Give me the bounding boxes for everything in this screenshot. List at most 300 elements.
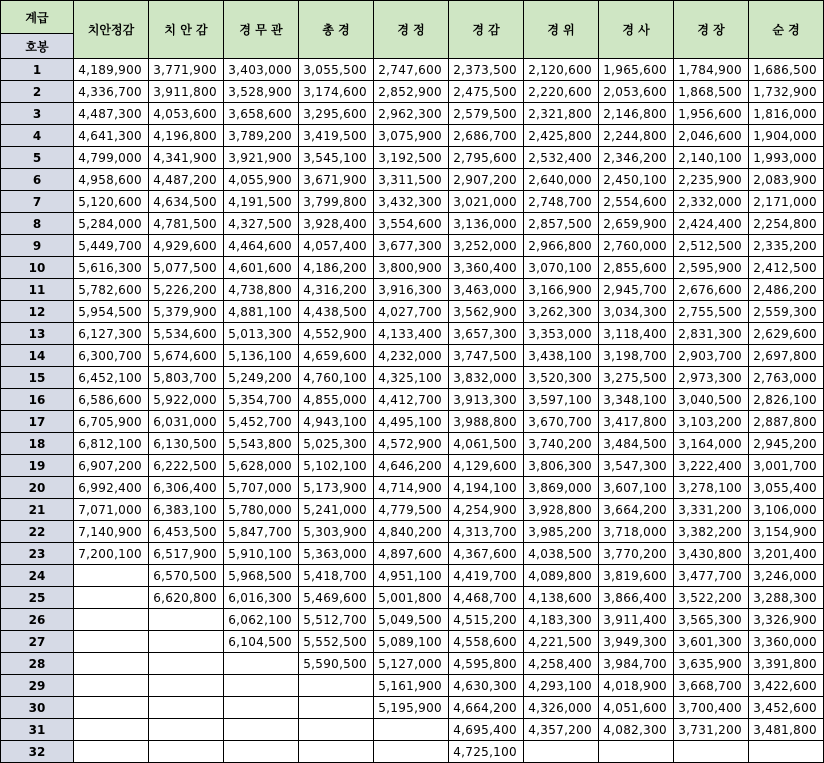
- salary-cell: [74, 741, 149, 763]
- salary-cell: [674, 741, 749, 763]
- salary-cell: [524, 741, 599, 763]
- salary-cell: 3,832,000: [449, 367, 524, 389]
- step-number: 13: [1, 323, 74, 345]
- salary-cell: 4,183,300: [524, 609, 599, 631]
- salary-cell: 6,031,000: [149, 411, 224, 433]
- salary-cell: 3,670,700: [524, 411, 599, 433]
- salary-cell: 5,469,600: [299, 587, 374, 609]
- salary-cell: 2,966,800: [524, 235, 599, 257]
- salary-cell: 2,373,500: [449, 59, 524, 81]
- salary-cell: 2,532,400: [524, 147, 599, 169]
- salary-cell: 3,658,600: [224, 103, 299, 125]
- step-number: 10: [1, 257, 74, 279]
- salary-cell: 5,803,700: [149, 367, 224, 389]
- salary-cell: 2,335,200: [749, 235, 824, 257]
- salary-cell: 3,288,300: [749, 587, 824, 609]
- salary-cell: 5,780,000: [224, 499, 299, 521]
- salary-cell: 4,129,600: [449, 455, 524, 477]
- salary-cell: 2,659,900: [599, 213, 674, 235]
- salary-cell: 3,262,300: [524, 301, 599, 323]
- salary-cell: [74, 719, 149, 741]
- step-number: 7: [1, 191, 74, 213]
- salary-cell: 2,857,500: [524, 213, 599, 235]
- salary-cell: 3,988,800: [449, 411, 524, 433]
- salary-cell: 3,326,900: [749, 609, 824, 631]
- salary-cell: 6,705,900: [74, 411, 149, 433]
- salary-cell: 5,363,000: [299, 543, 374, 565]
- salary-cell: 4,053,600: [149, 103, 224, 125]
- salary-cell: 5,102,100: [299, 455, 374, 477]
- salary-cell: 2,697,800: [749, 345, 824, 367]
- salary-cell: 5,782,600: [74, 279, 149, 301]
- salary-cell: 5,241,000: [299, 499, 374, 521]
- salary-cell: 5,922,000: [149, 389, 224, 411]
- salary-cell: 3,432,300: [374, 191, 449, 213]
- salary-cell: 3,866,400: [599, 587, 674, 609]
- salary-cell: 6,383,100: [149, 499, 224, 521]
- step-number: 8: [1, 213, 74, 235]
- table-row: [1, 587, 824, 609]
- grade-header: 경 무 관: [224, 1, 299, 59]
- salary-cell: 3,806,300: [524, 455, 599, 477]
- salary-cell: 6,453,500: [149, 521, 224, 543]
- salary-cell: 5,001,800: [374, 587, 449, 609]
- salary-cell: 3,545,100: [299, 147, 374, 169]
- table-row: [1, 367, 824, 389]
- salary-cell: 2,629,600: [749, 323, 824, 345]
- salary-cell: 3,928,800: [524, 499, 599, 521]
- salary-cell: [224, 675, 299, 697]
- salary-cell: 6,306,400: [149, 477, 224, 499]
- table-row: [1, 389, 824, 411]
- salary-cell: 4,840,200: [374, 521, 449, 543]
- salary-cell: 3,597,100: [524, 389, 599, 411]
- salary-cell: 5,543,800: [224, 433, 299, 455]
- salary-cell: 3,668,700: [674, 675, 749, 697]
- salary-cell: 3,021,000: [449, 191, 524, 213]
- salary-cell: 5,136,100: [224, 345, 299, 367]
- salary-cell: [74, 697, 149, 719]
- table-row: [1, 675, 824, 697]
- salary-cell: 4,572,900: [374, 433, 449, 455]
- salary-cell: 3,949,300: [599, 631, 674, 653]
- salary-cell: 4,464,600: [224, 235, 299, 257]
- salary-cell: 1,904,000: [749, 125, 824, 147]
- corner-grade-label: 계급: [1, 1, 74, 34]
- salary-cell: 3,353,000: [524, 323, 599, 345]
- step-number: 14: [1, 345, 74, 367]
- salary-cell: 4,186,200: [299, 257, 374, 279]
- salary-cell: 3,463,000: [449, 279, 524, 301]
- salary-cell: 4,738,800: [224, 279, 299, 301]
- salary-cell: 4,495,100: [374, 411, 449, 433]
- salary-cell: [224, 653, 299, 675]
- salary-cell: 3,222,400: [674, 455, 749, 477]
- salary-cell: 4,781,500: [149, 213, 224, 235]
- table-row: [1, 345, 824, 367]
- salary-cell: 4,133,400: [374, 323, 449, 345]
- salary-cell: 4,191,500: [224, 191, 299, 213]
- salary-cell: 2,559,300: [749, 301, 824, 323]
- salary-cell: 3,921,900: [224, 147, 299, 169]
- step-number: 11: [1, 279, 74, 301]
- salary-cell: 2,640,000: [524, 169, 599, 191]
- salary-cell: 3,106,000: [749, 499, 824, 521]
- salary-cell: [149, 697, 224, 719]
- salary-cell: 3,311,500: [374, 169, 449, 191]
- salary-cell: 5,173,900: [299, 477, 374, 499]
- salary-cell: 3,198,700: [599, 345, 674, 367]
- salary-cell: 3,718,000: [599, 521, 674, 543]
- step-number: 4: [1, 125, 74, 147]
- corner-step-label: 호봉: [1, 34, 74, 59]
- salary-cell: 5,512,700: [299, 609, 374, 631]
- salary-cell: 4,221,500: [524, 631, 599, 653]
- salary-cell: 4,659,600: [299, 345, 374, 367]
- salary-cell: 2,254,800: [749, 213, 824, 235]
- salary-cell: [74, 675, 149, 697]
- grade-header: 총 경: [299, 1, 374, 59]
- salary-cell: 2,945,200: [749, 433, 824, 455]
- salary-cell: 4,468,700: [449, 587, 524, 609]
- salary-cell: 4,641,300: [74, 125, 149, 147]
- salary-cell: 3,562,900: [449, 301, 524, 323]
- salary-cell: 3,452,600: [749, 697, 824, 719]
- step-number: 12: [1, 301, 74, 323]
- salary-cell: 4,487,200: [149, 169, 224, 191]
- step-number: 31: [1, 719, 74, 741]
- salary-cell: 4,057,400: [299, 235, 374, 257]
- table-row: [1, 323, 824, 345]
- salary-cell: 5,303,900: [299, 521, 374, 543]
- salary-cell: 2,146,800: [599, 103, 674, 125]
- salary-cell: 4,189,900: [74, 59, 149, 81]
- table-row: [1, 169, 824, 191]
- grade-header: 경 장: [674, 1, 749, 59]
- salary-cell: 6,517,900: [149, 543, 224, 565]
- salary-cell: 2,763,000: [749, 367, 824, 389]
- salary-cell: 3,799,800: [299, 191, 374, 213]
- table-row: [1, 81, 824, 103]
- step-number: 18: [1, 433, 74, 455]
- salary-cell: 3,360,000: [749, 631, 824, 653]
- salary-cell: 5,452,700: [224, 411, 299, 433]
- salary-cell: 4,089,800: [524, 565, 599, 587]
- salary-cell: 2,887,800: [749, 411, 824, 433]
- salary-cell: 2,475,500: [449, 81, 524, 103]
- salary-cell: 5,120,600: [74, 191, 149, 213]
- salary-cell: 4,038,500: [524, 543, 599, 565]
- salary-cell: 2,579,500: [449, 103, 524, 125]
- salary-cell: 4,232,000: [374, 345, 449, 367]
- salary-cell: 4,061,500: [449, 433, 524, 455]
- salary-cell: 3,565,300: [674, 609, 749, 631]
- salary-cell: 2,973,300: [674, 367, 749, 389]
- salary-cell: 5,226,200: [149, 279, 224, 301]
- salary-cell: 4,027,700: [374, 301, 449, 323]
- salary-cell: 2,595,900: [674, 257, 749, 279]
- salary-cell: 3,800,900: [374, 257, 449, 279]
- salary-cell: 3,601,300: [674, 631, 749, 653]
- table-row: [1, 125, 824, 147]
- salary-cell: 3,607,100: [599, 477, 674, 499]
- salary-cell: 3,103,200: [674, 411, 749, 433]
- salary-cell: 2,755,500: [674, 301, 749, 323]
- salary-cell: [149, 631, 224, 653]
- salary-cell: 4,881,100: [224, 301, 299, 323]
- salary-cell: 2,676,600: [674, 279, 749, 301]
- salary-cell: 5,195,900: [374, 697, 449, 719]
- salary-cell: 6,300,700: [74, 345, 149, 367]
- salary-cell: 5,954,500: [74, 301, 149, 323]
- table-row: [1, 697, 824, 719]
- salary-cell: 2,945,700: [599, 279, 674, 301]
- step-number: 1: [1, 59, 74, 81]
- salary-cell: 3,403,000: [224, 59, 299, 81]
- salary-cell: 4,313,700: [449, 521, 524, 543]
- salary-cell: 3,985,200: [524, 521, 599, 543]
- salary-cell: 2,235,900: [674, 169, 749, 191]
- salary-cell: 4,558,600: [449, 631, 524, 653]
- salary-cell: 3,192,500: [374, 147, 449, 169]
- salary-cell: 5,013,300: [224, 323, 299, 345]
- salary-cell: 3,528,900: [224, 81, 299, 103]
- salary-cell: 5,025,300: [299, 433, 374, 455]
- salary-cell: [149, 675, 224, 697]
- salary-cell: 6,127,300: [74, 323, 149, 345]
- salary-cell: 3,771,900: [149, 59, 224, 81]
- salary-cell: 2,450,100: [599, 169, 674, 191]
- salary-cell: 3,295,600: [299, 103, 374, 125]
- salary-cell: 3,430,800: [674, 543, 749, 565]
- salary-cell: 1,732,900: [749, 81, 824, 103]
- salary-cell: 3,382,200: [674, 521, 749, 543]
- salary-cell: 2,424,400: [674, 213, 749, 235]
- salary-cell: [299, 697, 374, 719]
- salary-cell: 4,646,200: [374, 455, 449, 477]
- step-number: 6: [1, 169, 74, 191]
- salary-cell: [299, 675, 374, 697]
- salary-cell: 3,671,900: [299, 169, 374, 191]
- table-row: [1, 631, 824, 653]
- salary-cell: 1,965,600: [599, 59, 674, 81]
- salary-cell: 2,554,600: [599, 191, 674, 213]
- table-row: [1, 499, 824, 521]
- step-number: 21: [1, 499, 74, 521]
- salary-cell: 6,620,800: [149, 587, 224, 609]
- salary-cell: 3,331,200: [674, 499, 749, 521]
- salary-cell: 1,868,500: [674, 81, 749, 103]
- salary-cell: 2,855,600: [599, 257, 674, 279]
- step-number: 29: [1, 675, 74, 697]
- salary-cell: 7,140,900: [74, 521, 149, 543]
- salary-cell: 3,547,300: [599, 455, 674, 477]
- salary-cell: 5,127,000: [374, 653, 449, 675]
- step-number: 27: [1, 631, 74, 653]
- grade-header: 경 위: [524, 1, 599, 59]
- salary-cell: 4,051,600: [599, 697, 674, 719]
- salary-cell: 2,332,000: [674, 191, 749, 213]
- table-row: [1, 279, 824, 301]
- salary-cell: 3,438,100: [524, 345, 599, 367]
- salary-cell: 3,075,900: [374, 125, 449, 147]
- salary-cell: 3,984,700: [599, 653, 674, 675]
- grade-header: 경 감: [449, 1, 524, 59]
- table-row: [1, 565, 824, 587]
- salary-cell: 2,907,200: [449, 169, 524, 191]
- salary-cell: 3,747,500: [449, 345, 524, 367]
- salary-cell: 2,046,600: [674, 125, 749, 147]
- salary-cell: 4,326,000: [524, 697, 599, 719]
- table-row: [1, 213, 824, 235]
- salary-cell: 2,321,800: [524, 103, 599, 125]
- salary-cell: 6,130,500: [149, 433, 224, 455]
- salary-cell: 3,554,600: [374, 213, 449, 235]
- salary-cell: 3,001,700: [749, 455, 824, 477]
- salary-cell: 4,018,900: [599, 675, 674, 697]
- salary-cell: [149, 653, 224, 675]
- salary-cell: 5,590,500: [299, 653, 374, 675]
- salary-cell: 3,136,000: [449, 213, 524, 235]
- salary-cell: 4,293,100: [524, 675, 599, 697]
- salary-cell: 5,449,700: [74, 235, 149, 257]
- salary-cell: 2,140,100: [674, 147, 749, 169]
- salary-cell: 4,799,000: [74, 147, 149, 169]
- salary-cell: [74, 653, 149, 675]
- table-row: [1, 543, 824, 565]
- salary-cell: 3,484,500: [599, 433, 674, 455]
- salary-cell: 5,418,700: [299, 565, 374, 587]
- table-header: [1, 1, 824, 59]
- salary-cell: 2,412,500: [749, 257, 824, 279]
- salary-cell: 3,201,400: [749, 543, 824, 565]
- salary-cell: 3,040,500: [674, 389, 749, 411]
- salary-cell: [74, 587, 149, 609]
- salary-cell: 3,913,300: [449, 389, 524, 411]
- salary-cell: 4,664,200: [449, 697, 524, 719]
- salary-cell: 4,367,600: [449, 543, 524, 565]
- salary-cell: 1,993,000: [749, 147, 824, 169]
- salary-cell: 2,747,600: [374, 59, 449, 81]
- salary-cell: 4,341,900: [149, 147, 224, 169]
- salary-cell: 4,601,600: [224, 257, 299, 279]
- salary-cell: 4,951,100: [374, 565, 449, 587]
- salary-cell: 2,171,000: [749, 191, 824, 213]
- salary-cell: [74, 565, 149, 587]
- step-number: 25: [1, 587, 74, 609]
- salary-cell: 3,154,900: [749, 521, 824, 543]
- salary-cell: 2,486,200: [749, 279, 824, 301]
- salary-cell: [299, 741, 374, 763]
- salary-cell: 6,570,500: [149, 565, 224, 587]
- salary-cell: 2,852,900: [374, 81, 449, 103]
- table-row: [1, 411, 824, 433]
- salary-cell: 6,992,400: [74, 477, 149, 499]
- table-row: [1, 59, 824, 81]
- salary-cell: 3,731,200: [674, 719, 749, 741]
- salary-cell: 4,438,500: [299, 301, 374, 323]
- salary-cell: 4,630,300: [449, 675, 524, 697]
- table-row: [1, 653, 824, 675]
- step-number: 5: [1, 147, 74, 169]
- salary-cell: 3,034,300: [599, 301, 674, 323]
- salary-cell: 4,634,500: [149, 191, 224, 213]
- salary-cell: 5,707,000: [224, 477, 299, 499]
- salary-cell: 3,477,700: [674, 565, 749, 587]
- salary-cell: 5,379,900: [149, 301, 224, 323]
- salary-cell: 5,847,700: [224, 521, 299, 543]
- salary-cell: [299, 719, 374, 741]
- salary-cell: 4,082,300: [599, 719, 674, 741]
- salary-cell: 5,077,500: [149, 257, 224, 279]
- salary-cell: 2,425,800: [524, 125, 599, 147]
- step-number: 26: [1, 609, 74, 631]
- step-number: 19: [1, 455, 74, 477]
- salary-cell: 4,316,200: [299, 279, 374, 301]
- salary-cell: 3,789,200: [224, 125, 299, 147]
- salary-cell: [74, 609, 149, 631]
- salary-cell: 4,055,900: [224, 169, 299, 191]
- salary-cell: 3,481,800: [749, 719, 824, 741]
- table-row: [1, 147, 824, 169]
- salary-cell: 3,520,300: [524, 367, 599, 389]
- salary-cell: 3,118,400: [599, 323, 674, 345]
- salary-cell: 4,419,700: [449, 565, 524, 587]
- table-row: [1, 235, 824, 257]
- salary-cell: 2,053,600: [599, 81, 674, 103]
- salary-cell: 5,161,900: [374, 675, 449, 697]
- salary-cell: 3,928,400: [299, 213, 374, 235]
- grade-header: 순 경: [749, 1, 824, 59]
- salary-cell: 4,196,800: [149, 125, 224, 147]
- salary-cell: 4,725,100: [449, 741, 524, 763]
- step-number: 15: [1, 367, 74, 389]
- salary-cell: [149, 719, 224, 741]
- salary-cell: [374, 741, 449, 763]
- step-number: 24: [1, 565, 74, 587]
- salary-cell: 4,695,400: [449, 719, 524, 741]
- salary-cell: 3,348,100: [599, 389, 674, 411]
- salary-cell: 4,515,200: [449, 609, 524, 631]
- salary-cell: 3,055,400: [749, 477, 824, 499]
- salary-cell: [149, 741, 224, 763]
- salary-cell: 3,252,000: [449, 235, 524, 257]
- salary-cell: 3,916,300: [374, 279, 449, 301]
- salary-cell: 4,327,500: [224, 213, 299, 235]
- salary-cell: 6,016,300: [224, 587, 299, 609]
- step-number: 17: [1, 411, 74, 433]
- salary-cell: 4,714,900: [374, 477, 449, 499]
- table-row: [1, 477, 824, 499]
- salary-cell: 6,452,100: [74, 367, 149, 389]
- salary-cell: 2,686,700: [449, 125, 524, 147]
- salary-cell: 6,222,500: [149, 455, 224, 477]
- salary-cell: 3,422,600: [749, 675, 824, 697]
- salary-cell: 1,784,900: [674, 59, 749, 81]
- salary-cell: 3,417,800: [599, 411, 674, 433]
- step-number: 2: [1, 81, 74, 103]
- salary-cell: 3,419,500: [299, 125, 374, 147]
- table-row: [1, 301, 824, 323]
- salary-cell: 6,586,600: [74, 389, 149, 411]
- table-row: [1, 455, 824, 477]
- salary-cell: 4,552,900: [299, 323, 374, 345]
- salary-cell: 5,354,700: [224, 389, 299, 411]
- step-number: 16: [1, 389, 74, 411]
- salary-cell: 2,962,300: [374, 103, 449, 125]
- salary-cell: 3,819,600: [599, 565, 674, 587]
- salary-cell: 3,246,000: [749, 565, 824, 587]
